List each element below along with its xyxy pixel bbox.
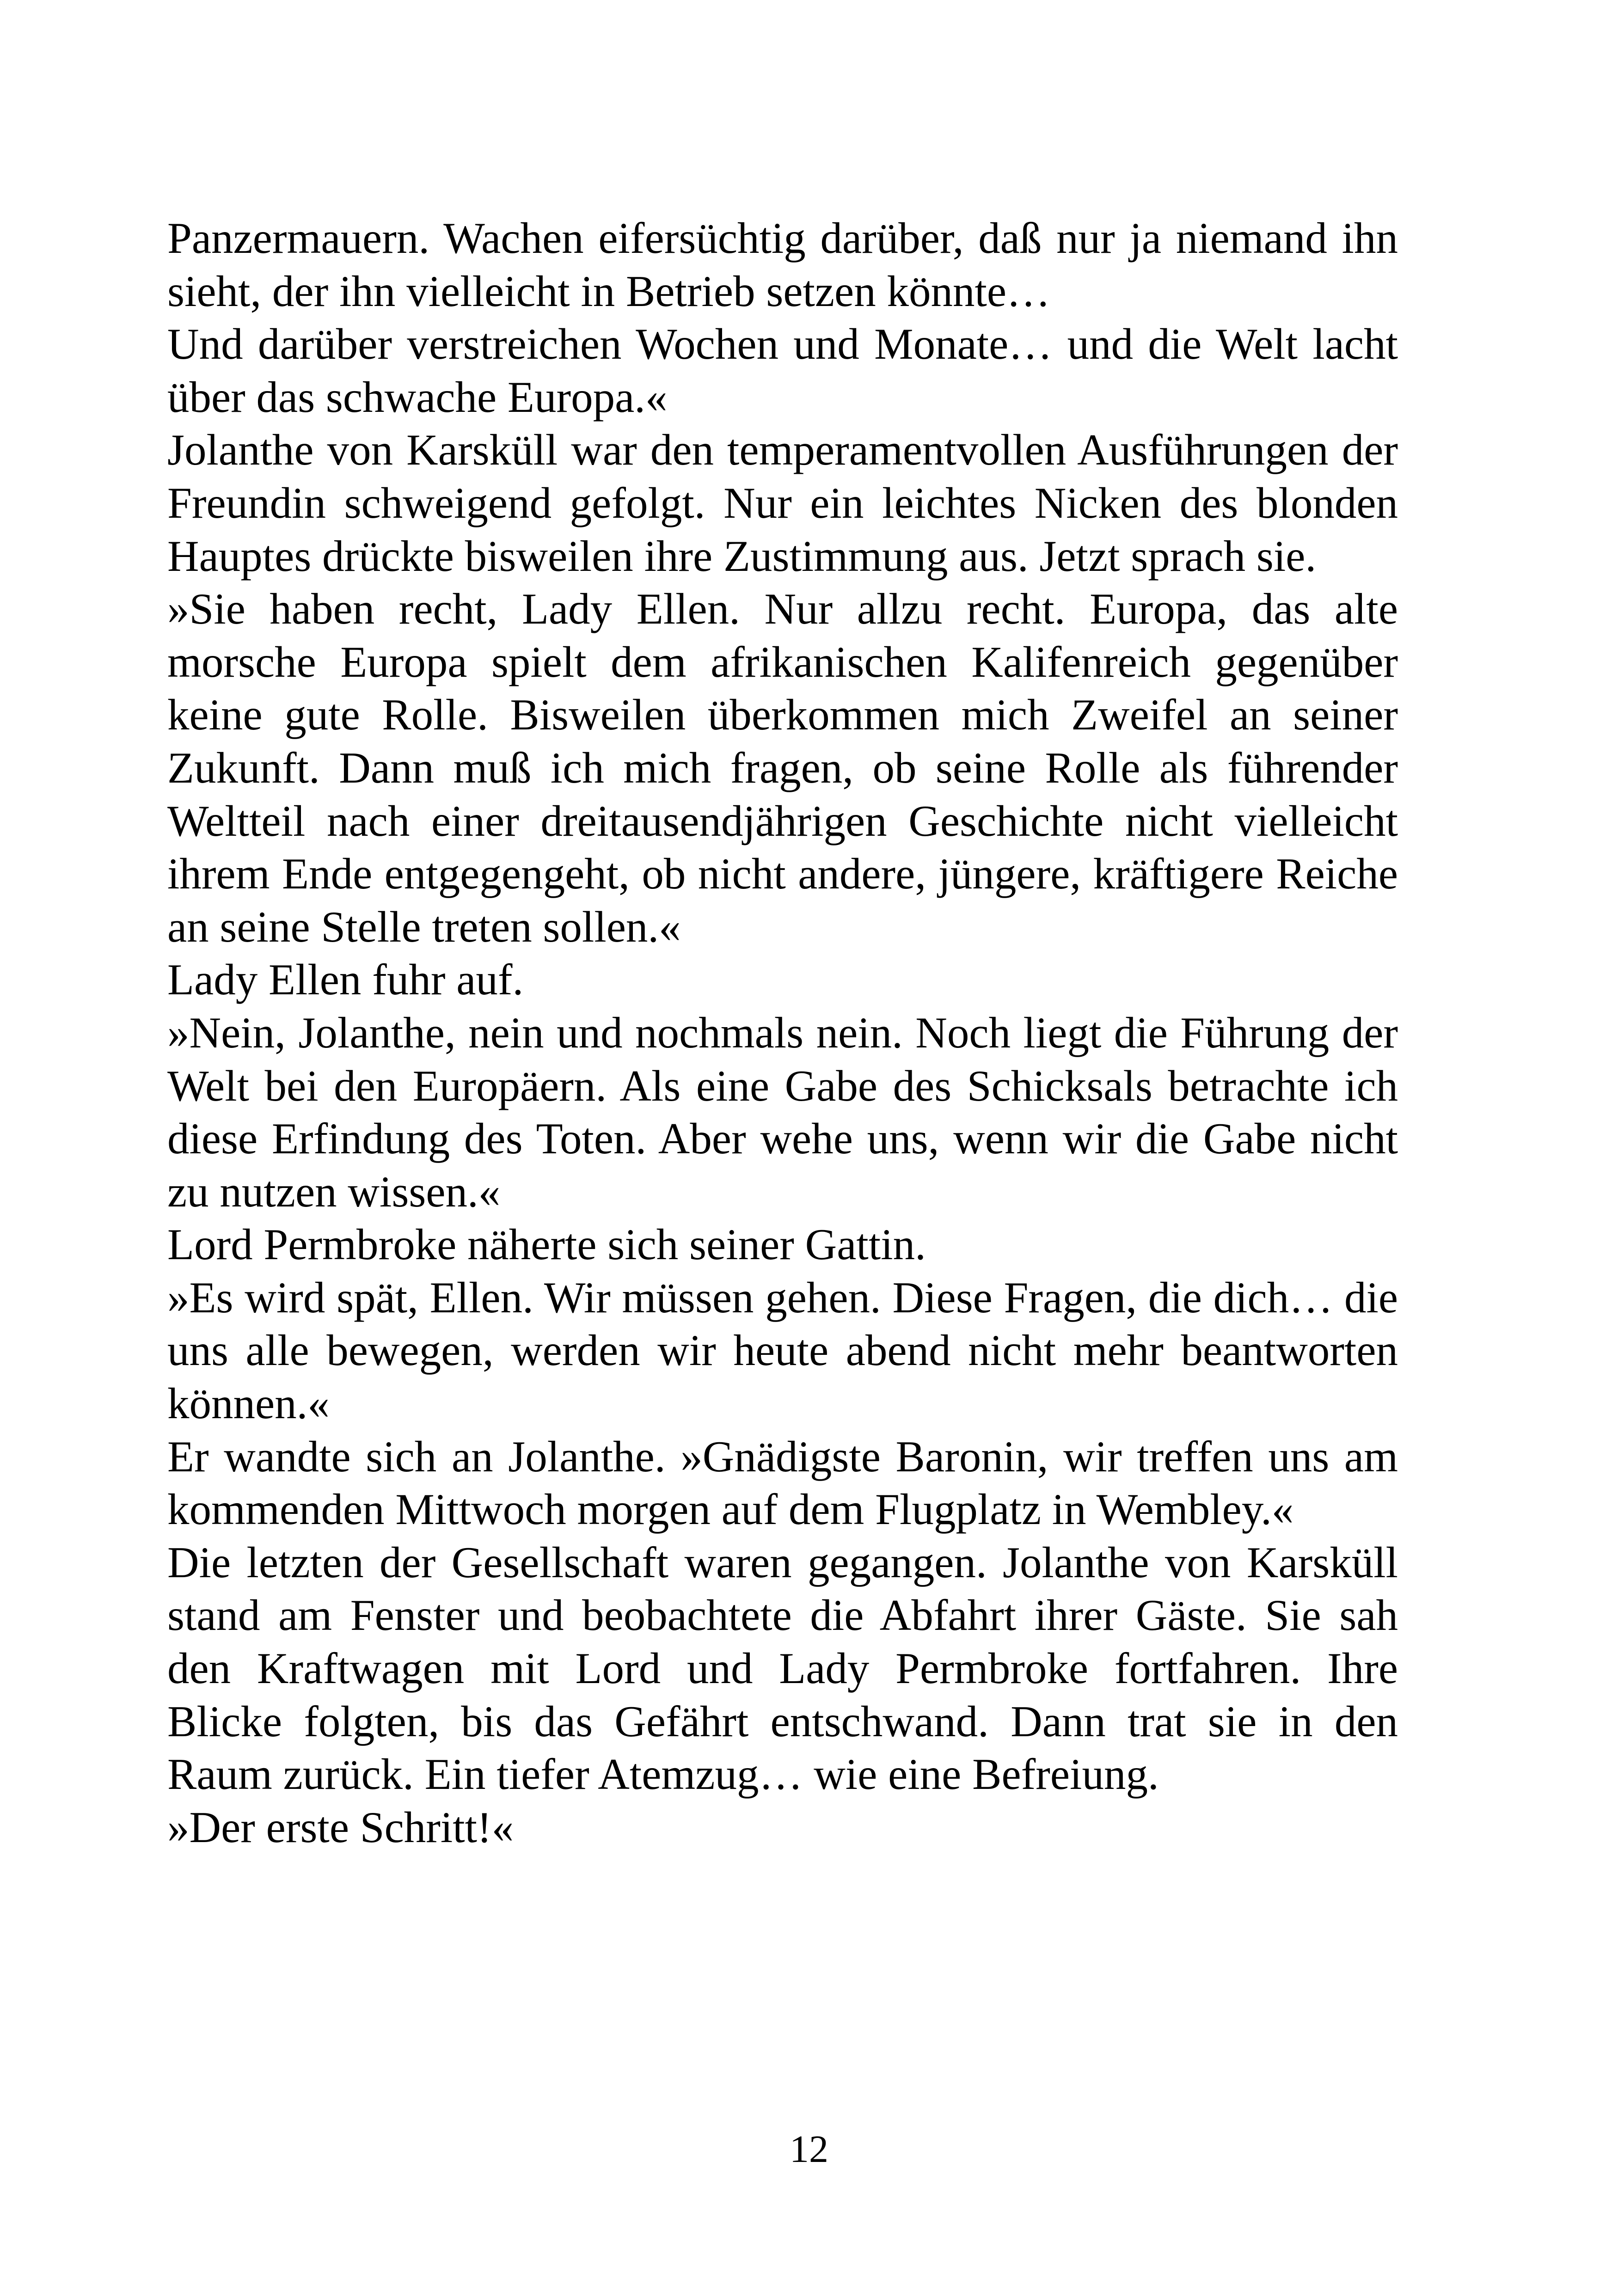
paragraph: Lord Permbroke näherte sich seiner Gattin.: [167, 1220, 926, 1269]
paragraph: »Nein, Jolanthe, nein und nochmals nein. Noch liegt die Führung der Welt bei den Europäern. Als eine Gabe des Schicksals betrachte ich diese Erfindung des Toten. Aber wehe uns, wenn wir die Gabe nicht zu nutzen wissen.«: [167, 1008, 1398, 1216]
paragraph: Die letzten der Gesellschaft waren gegangen. Jolanthe von Karsküll stand am Fenster und beobachtete die Abfahrt ihrer Gäste. Sie sah den Kraftwagen mit Lord und Lady Permbroke fortfahren. Ihre Blicke folgten, bis das Gefährt entschwand. Dann trat sie in den Raum zurück. Ein tiefer Atemzug… wie eine Befreiung.: [167, 1537, 1398, 1799]
paragraph: Und darüber verstreichen Wochen und Monate… und die Welt lacht über das schwache Europa.«: [167, 319, 1398, 422]
paragraph: Jolanthe von Karsküll war den temperamentvollen Ausführungen der Freundin schweigend gefolgt. Nur ein leichtes Nicken des blonden Hauptes drückte bisweilen ihre Zustimmung aus. Jetzt sprach sie.: [167, 425, 1398, 581]
paragraph: »Der erste Schritt!«: [167, 1802, 514, 1852]
paragraph: »Sie haben recht, Lady Ellen. Nur allzu recht. Europa, das alte morsche Europa spielt dem afrikanischen Kalifenreich gegenüber keine gute Rolle. Bisweilen überkommen mich Zweifel an seiner Zukunft. Dann muß ich mich fragen, ob seine Rolle als führender Weltteil nach einer dreitausendjährigen Geschichte nicht vielleicht ihrem Ende entgegengeht, ob nicht andere, jüngere, kräftigere Reiche an seine Stelle treten sollen.«: [167, 584, 1398, 951]
paragraph: »Es wird spät, Ellen. Wir müssen gehen. Diese Fragen, die dich… die uns alle bewegen, werden wir heute abend nicht mehr beantworten können.«: [167, 1273, 1398, 1428]
paragraph: Panzermauern. Wachen eifersüchtig darüber, daß nur ja niemand ihn sieht, der ihn vielleicht in Betrieb setzen könnte…: [167, 214, 1398, 316]
body-text: [167, 212, 1398, 1854]
paragraph: Lady Ellen fuhr auf.: [167, 955, 524, 1004]
page-number: 12: [790, 2128, 828, 2171]
paragraph: Er wandte sich an Jolanthe. »Gnädigste Baronin, wir treffen uns am kommenden Mittwoch morgen auf dem Flugplatz in Wembley.«: [167, 1432, 1398, 1534]
